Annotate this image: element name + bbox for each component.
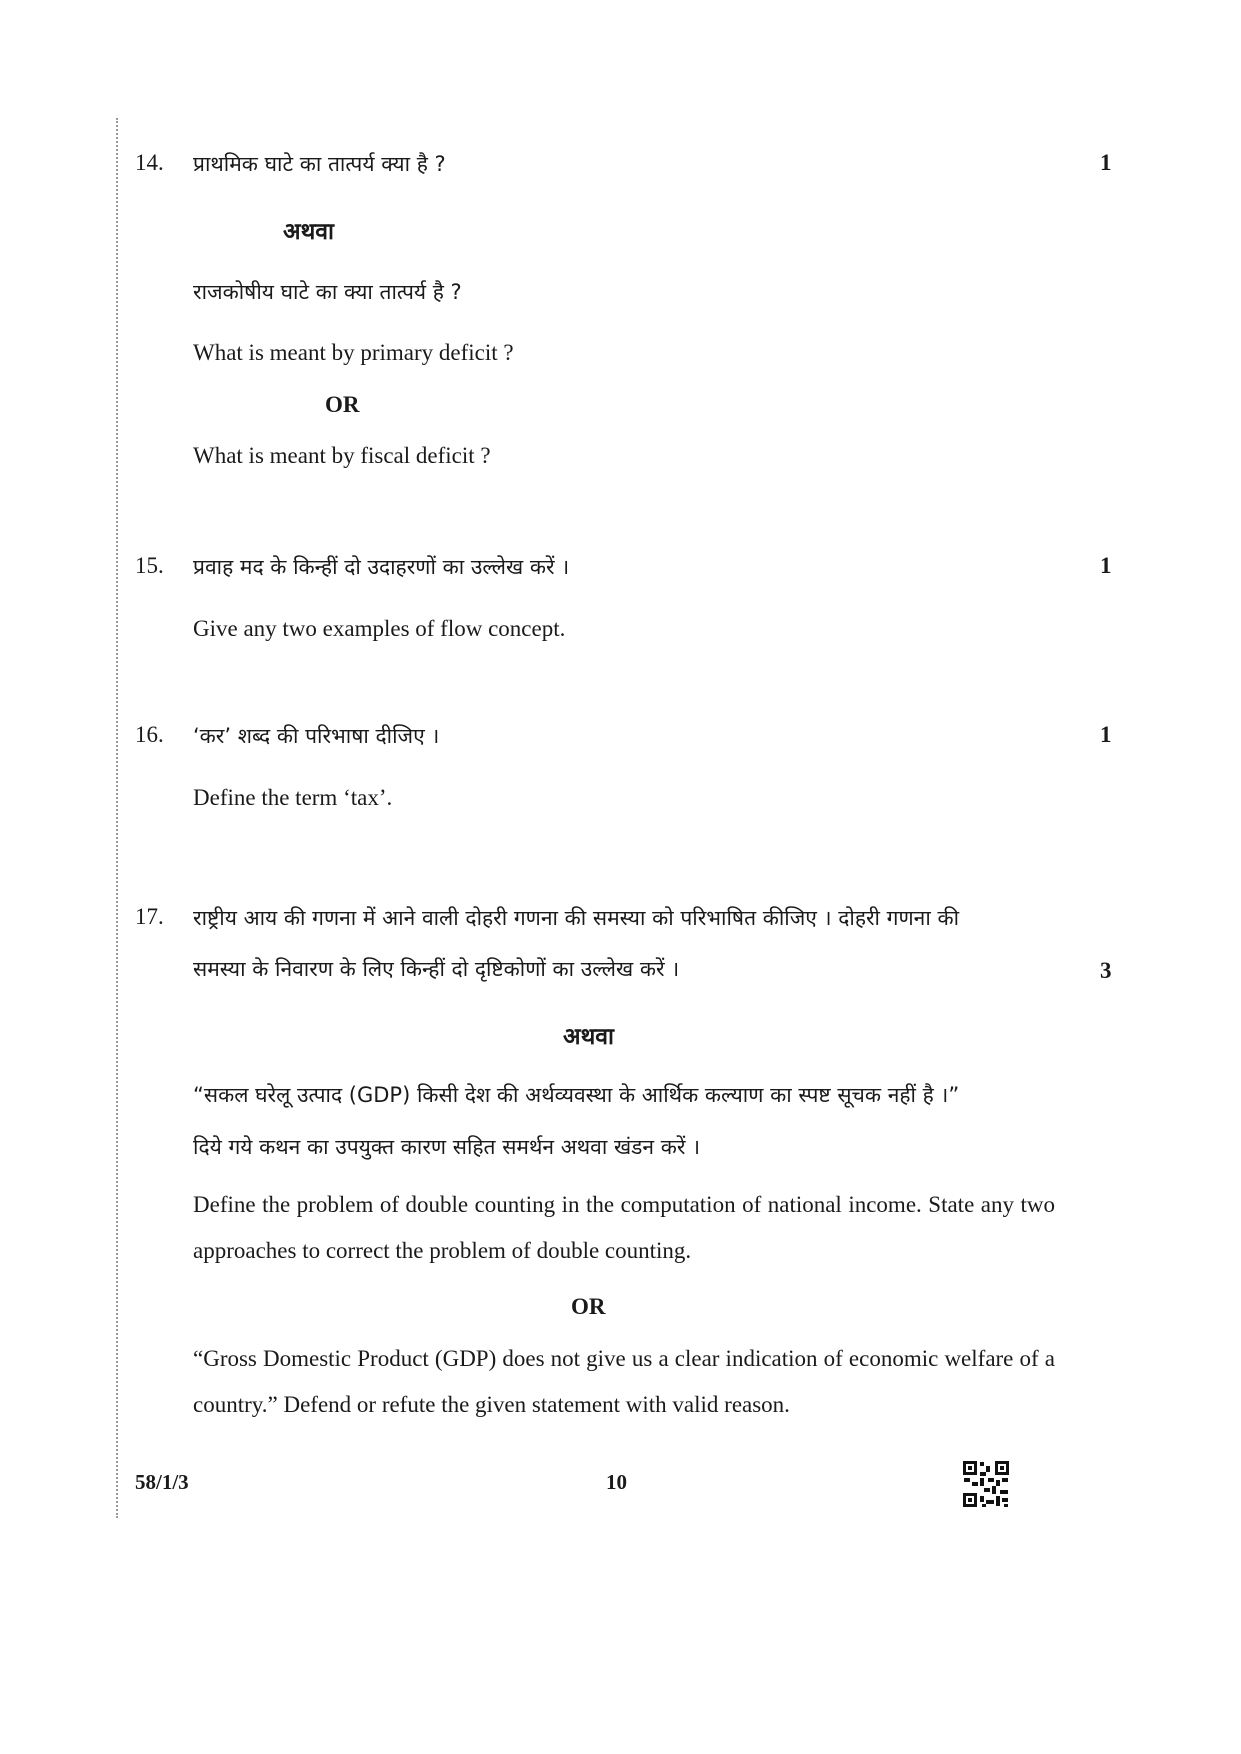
question-number: 14. — [135, 150, 164, 175]
margin-perforation — [116, 118, 118, 1518]
question-marks: 1 — [1100, 553, 1112, 578]
page-number: 10 — [606, 1470, 627, 1494]
question-text-hindi: प्रवाह मद के किन्हीं दो उदाहरणों का उल्लेख करें । — [193, 555, 570, 579]
alternative-text-english: What is meant by fiscal deficit ? — [193, 443, 491, 468]
question-text-hindi-line-1: राष्ट्रीय आय की गणना में आने वाली दोहरी गणना की समस्या को परिभाषित कीजिए । दोहरी गणना की — [193, 906, 960, 930]
or-english: OR — [325, 392, 360, 417]
question-marks: 1 — [1100, 722, 1112, 747]
question-text-english: Define the problem of double counting in the computation of national income. State any two approaches to correct the problem of double counting. — [193, 1192, 1055, 1263]
question-text-english: What is meant by primary deficit ? — [193, 340, 514, 365]
alternative-text-english: “Gross Domestic Product (GDP) does not give us a clear indication of economic welfare of a country.” Defend or refute the given statement with valid reason. — [193, 1346, 1055, 1417]
alternative-text-hindi: राजकोषीय घाटे का क्या तात्पर्य है ? — [193, 280, 462, 304]
question-marks: 3 — [1100, 958, 1112, 983]
question-number: 17. — [135, 904, 164, 929]
alternative-text-hindi-line-1: “सकल घरेलू उत्पाद (GDP) किसी देश की अर्थव्यवस्था के आर्थिक कल्याण का स्पष्ट सूचक नहीं है ।” — [193, 1083, 960, 1107]
question-number: 15. — [135, 553, 164, 578]
or-english: OR — [571, 1294, 606, 1319]
paper-code: 58/1/3 — [135, 1470, 189, 1494]
question-text-hindi: प्राथमिक घाटे का तात्पर्य क्या है ? — [193, 152, 446, 176]
question-text-hindi: ‘कर’ शब्द की परिभाषा दीजिए । — [193, 724, 440, 748]
alternative-text-hindi-line-2: दिये गये कथन का उपयुक्त कारण सहित समर्थन अथवा खंडन करें । — [193, 1135, 701, 1159]
question-marks: 1 — [1100, 150, 1112, 175]
question-text-english: Define the term ‘tax’. — [193, 785, 393, 810]
question-text-hindi-line-2: समस्या के निवारण के लिए किन्हीं दो दृष्टिकोणों का उल्लेख करें । — [193, 957, 680, 981]
question-text-english: Give any two examples of flow concept. — [193, 616, 566, 641]
or-hindi: अथवा — [283, 219, 335, 245]
or-hindi: अथवा — [563, 1024, 615, 1050]
qr-code-icon — [962, 1460, 1010, 1508]
question-number: 16. — [135, 722, 164, 747]
